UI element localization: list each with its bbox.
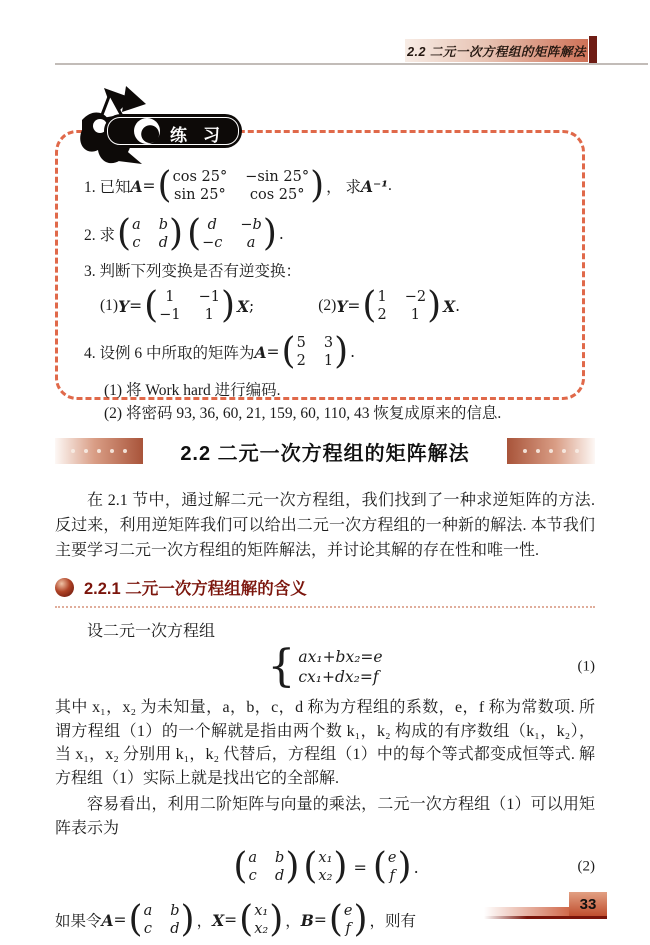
bar-dot — [536, 449, 540, 453]
practice-item-4-sub1: (1) 将 Work hard 进行编码. — [104, 381, 281, 399]
section-bar-right — [507, 438, 595, 464]
closing-var-A: A — [101, 910, 114, 930]
matrix-cell: cos 25° — [249, 186, 305, 203]
matrix-cell: sin 25° — [174, 186, 226, 203]
item3-sub1-var: Y — [118, 296, 130, 316]
page-number-block — [569, 892, 607, 916]
practice-item-4 — [84, 329, 564, 375]
matrix-cell: −sin 25° — [245, 169, 310, 185]
section-heading — [55, 436, 595, 466]
item3-sub2-punct: . — [455, 297, 461, 315]
closing-post: ，则有 — [369, 913, 417, 930]
footer-bar — [484, 892, 607, 916]
closing-var-B: B — [300, 910, 314, 930]
footer-underline — [484, 916, 607, 919]
matrix-cell: ( cos 25° — [172, 169, 228, 185]
subsection-heading — [55, 575, 595, 608]
eq2-equals: = — [353, 857, 367, 877]
matrix-cell: d — [170, 920, 180, 937]
eq1-label: (1) — [577, 658, 595, 675]
eq2-constant-vector — [373, 849, 412, 885]
closing-sep2: ， — [285, 913, 301, 930]
section-title: 2.2 二元一次方程组的矩阵解法 — [180, 442, 470, 465]
matrix-cell: b — [170, 903, 180, 919]
item1-suffix-pre: ， 求 — [326, 179, 362, 196]
practice-logo-label: 练习 — [170, 126, 236, 145]
matrix-cell: ( 1 — [165, 289, 175, 305]
bar-dot — [123, 449, 127, 453]
item3-sub2-prefix: (2) — [318, 297, 337, 314]
item3-sub1 — [100, 288, 254, 324]
eq2-period: . — [413, 857, 419, 877]
item3-sub1-equals: = — [129, 297, 143, 315]
item3-sub2-matrix — [362, 288, 441, 324]
equation-2 — [55, 841, 595, 893]
item1-equals: = — [142, 177, 156, 195]
main-content — [55, 436, 595, 943]
matrix-cell: −1 — [198, 289, 220, 305]
practice-box — [55, 126, 585, 422]
practice-item-2 — [84, 211, 564, 257]
closing-vector-X — [239, 902, 283, 938]
eq1-line1: { ax₁+bx₂=e — [298, 648, 383, 666]
item2-period: . — [278, 225, 284, 243]
closing-pre: 如果令 — [55, 913, 102, 930]
matrix-cell: ( 1 — [377, 289, 387, 305]
item2-matrix-2 — [187, 216, 277, 252]
running-head-accent-bar — [589, 36, 597, 64]
matrix-cell: a — [246, 234, 256, 251]
item4-var: A — [254, 342, 267, 362]
bar-dot — [523, 449, 527, 453]
item1-matrix — [158, 168, 325, 204]
header-rule — [55, 63, 648, 65]
matrix-cell: −b — [240, 217, 262, 233]
matrix-cell: 1 — [323, 352, 334, 369]
eq2-coefficient-matrix — [233, 849, 299, 885]
matrix-cell: x₂ — [254, 920, 269, 937]
matrix-cell: −c — [202, 234, 223, 251]
matrix-cell: ( x₁ — [254, 903, 269, 919]
matrix-cell: f — [345, 920, 351, 937]
item3-sub2-rhs: X — [443, 296, 456, 316]
matrix-cell: ( d — [207, 217, 217, 233]
page-number: 33 — [579, 895, 597, 913]
matrix-cell: ( a — [248, 850, 258, 866]
page-footer — [484, 892, 607, 919]
item4-prefix: 4. 设例 6 中所取的矩阵为 — [84, 345, 255, 362]
item3-sub1-rhs: X — [237, 296, 250, 316]
practice-logo — [70, 86, 260, 172]
item1-inverse-var: A⁻¹ — [361, 176, 389, 196]
closing-vector-B — [329, 902, 368, 938]
subsection-title: 2.2.1 二元一次方程组解的含义 — [84, 580, 307, 598]
closing-eq-X: = — [224, 911, 238, 929]
matrix-cell: c — [248, 867, 257, 884]
paragraph-solution-meaning: 其中 x₁，x₂ 为未知量，a，b，c，d 称为方程组的系数，e，f 称为常数项. 所谓方程组（1）的一个解就是指由两个数 k₁，k₂ 构成的有序数组（k₁，k₂），当 x₁，x₂ 分别用 k₁，k₂ 代替后，方程组（1）中的每个等式都变成恒等式. 解方程组（1）实际上就是找出它的全部解. — [55, 699, 595, 787]
item4-matrix — [282, 334, 349, 370]
practice-item-4-sub2: (2) 将密码 93, 36, 60, 21, 159, 60, 110, 43 恢复成原来的信息. — [104, 404, 502, 422]
closing-eq-A: = — [113, 911, 127, 929]
eq1-line2: cx₁+dx₂=f — [298, 668, 379, 686]
running-head-title: 2.2 二元一次方程组的矩阵解法 — [407, 44, 586, 59]
lead-sentence: 设二元一次方程组 — [87, 623, 216, 640]
practice-item-3-row — [100, 283, 564, 329]
equation-system — [267, 645, 382, 689]
sphere-bullet-icon — [55, 578, 74, 597]
matrix-cell: 1 — [204, 306, 214, 323]
section-bar-left — [55, 438, 143, 464]
matrix-cell: 1 — [410, 306, 420, 323]
item3-sub2-equals: = — [347, 297, 361, 315]
item4-equals: = — [266, 343, 280, 361]
item1-suffix-post: . — [388, 177, 392, 194]
matrix-cell: b — [275, 850, 285, 866]
item3-sub1-prefix: (1) — [100, 297, 119, 314]
matrix-cell: ( e — [343, 903, 353, 919]
matrix-cell: d — [275, 867, 285, 884]
practice-logo-swirl-icon — [134, 118, 160, 144]
matrix-cell: d — [158, 234, 169, 251]
matrix-cell: c — [132, 234, 141, 251]
matrix-cell: 3 — [323, 335, 334, 351]
bar-dot — [575, 449, 579, 453]
closing-eq-B: = — [313, 911, 327, 929]
closing-matrix-A — [129, 902, 195, 938]
matrix-cell: c — [143, 920, 152, 937]
equation-1 — [55, 642, 595, 692]
matrix-cell: ( a — [132, 217, 141, 233]
intro-paragraph: 在 2.1 节中，通过解二元一次方程组，我们找到了一种求逆矩阵的方法. 反过来，利用逆矩阵我们可以给出二元一次方程组的一种新的解法. 本节我们主要学习二元一次方程组的矩阵解法，并讨论其解的存在性和唯一性. — [55, 492, 595, 559]
bar-dot — [71, 449, 75, 453]
item3-sub2 — [318, 288, 460, 324]
item4-period: . — [350, 343, 356, 361]
item3-sub1-matrix — [144, 288, 235, 324]
bar-dot — [562, 449, 566, 453]
item1-prefix: 1. 已知 — [84, 179, 131, 196]
matrix-cell: ( a — [143, 903, 153, 919]
bar-dot — [84, 449, 88, 453]
eq2-unknown-vector — [303, 849, 347, 885]
running-head-banner — [405, 39, 588, 62]
item1-var: A — [130, 176, 143, 196]
item3-sub1-punct: ; — [249, 297, 255, 315]
matrix-cell: x₂ — [318, 867, 333, 884]
practice-item-3-label: 3. 判断下列变换是否有逆变换： — [84, 263, 302, 280]
footer-gradient-strip — [484, 907, 569, 916]
matrix-cell: ( 5 — [296, 335, 306, 351]
item3-sub2-var: Y — [336, 296, 348, 316]
matrix-cell: 2 — [296, 352, 306, 369]
matrix-cell: −2 — [404, 289, 427, 305]
closing-var-X: X — [212, 910, 225, 930]
matrix-cell: ( e — [387, 850, 397, 866]
bar-dot — [549, 449, 553, 453]
item2-matrix-1 — [117, 216, 183, 252]
matrix-cell: f — [389, 867, 395, 884]
paragraph-matrix-form: 容易看出，利用二阶矩阵与向量的乘法，二元一次方程组（1）可以用矩阵表示为 — [55, 796, 595, 837]
practice-logo-pill — [104, 114, 242, 148]
matrix-cell: ( x₁ — [318, 850, 333, 866]
closing-sep1: ， — [196, 913, 213, 930]
item2-prefix: 2. 求 — [84, 227, 116, 244]
matrix-cell: b — [158, 217, 169, 233]
matrix-cell: 2 — [377, 306, 387, 323]
bar-dot — [97, 449, 101, 453]
bar-dot — [110, 449, 114, 453]
matrix-cell: −1 — [159, 306, 181, 323]
eq2-label: (2) — [577, 858, 595, 875]
